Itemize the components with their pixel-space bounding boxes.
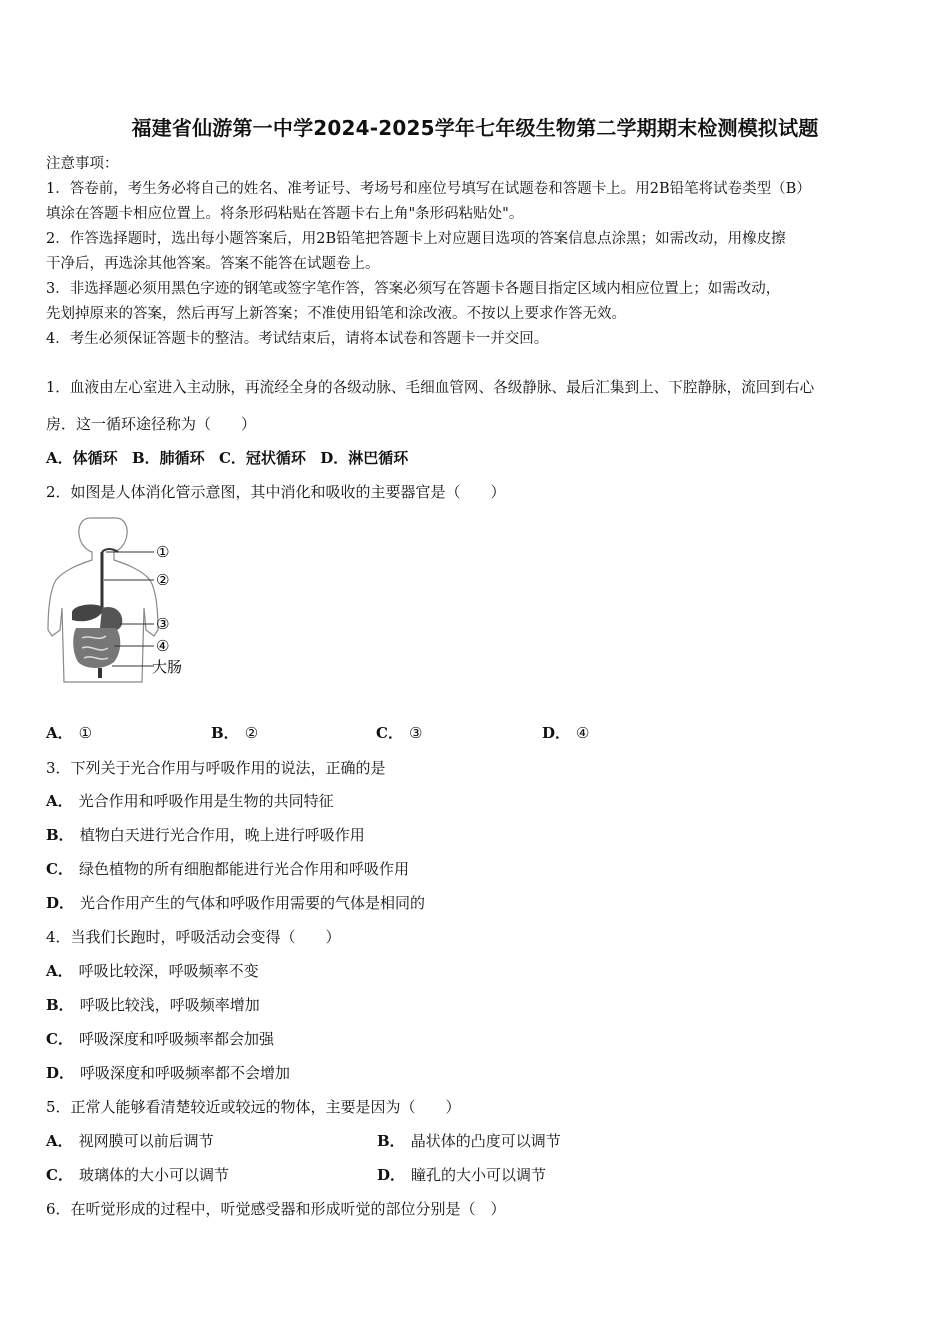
q3-option-b[interactable]: B． 植物白天进行光合作用，晚上进行呼吸作用 (46, 826, 365, 844)
q1-option-d[interactable]: D．淋巴循环 (320, 449, 409, 467)
notice-line: 1．答卷前，考生务必将自己的姓名、准考证号、考场号和座位号填写在试题卷和答题卡上。用2B铅笔将试卷类型（B） (46, 181, 811, 197)
figure-label-3: ③ (156, 615, 170, 633)
q4-stem: 4．当我们长跑时，呼吸活动会变得（ ） (46, 928, 341, 946)
figure-label-4: ④ (156, 637, 170, 655)
q1-option-b[interactable]: B．肺循环 (131, 449, 205, 467)
q4-option-c[interactable]: C． 呼吸深度和呼吸频率都会加强 (46, 1030, 274, 1048)
q1-option-a[interactable]: A．体循环 (46, 449, 118, 467)
q1-stem-line1: 1．血液由左心室进入主动脉，再流经全身的各级动脉、毛细血管网、各级静脉、最后汇集到上、下腔静脉，流回到右心 (46, 379, 815, 396)
intestine (73, 628, 120, 668)
q3-stem: 3．下列关于光合作用与呼吸作用的说法，正确的是 (46, 759, 386, 777)
q5-option-a[interactable]: A． 视网膜可以前后调节 (46, 1132, 214, 1150)
q2-option-c[interactable]: C． ③ (376, 724, 423, 742)
notice-heading: 注意事项： (46, 156, 119, 172)
q1-options (46, 447, 408, 468)
q4-option-b[interactable]: B． 呼吸比较浅，呼吸频率增加 (46, 996, 260, 1014)
q5-option-c[interactable]: C． 玻璃体的大小可以调节 (46, 1166, 229, 1184)
q2-option-a[interactable]: A． ① (46, 724, 93, 742)
q5-option-d[interactable]: D． 瞳孔的大小可以调节 (377, 1166, 547, 1184)
q1-option-c[interactable]: C．冠状循环 (218, 449, 306, 467)
notice-line: 4．考生必须保证答题卡的整洁。考试结束后，请将本试卷和答题卡一并交回。 (46, 331, 549, 347)
q3-option-d[interactable]: D． 光合作用产生的气体和呼吸作用需要的气体是相同的 (46, 894, 426, 912)
notice-line: 3．非选择题必须用黑色字迹的钢笔或签字笔作答，答案必须写在答题卡各题目指定区域内相应位置上；如需改动， (46, 281, 781, 297)
page-title: 福建省仙游第一中学2024-2025学年七年级生物第二学期期末检测模拟试题 (131, 116, 819, 140)
figure-label-1: ① (156, 543, 170, 561)
q2-stem: 2．如图是人体消化管示意图，其中消化和吸收的主要器官是（ ） (46, 483, 506, 501)
q5-option-b[interactable]: B． 晶状体的凸度可以调节 (377, 1132, 561, 1150)
notice-line: 填涂在答题卡相应位置上。将条形码粘贴在答题卡右上角"条形码粘贴处"。 (46, 206, 524, 222)
notice-line: 干净后，再选涂其他答案。答案不能答在试题卷上。 (46, 256, 380, 272)
q6-stem: 6．在听觉形成的过程中，听觉感受器和形成听觉的部位分别是（ ） (46, 1200, 506, 1218)
q1-stem-line2: 房．这一循环途径称为（ ） (46, 415, 257, 433)
notice-line: 2．作答选择题时，选出每小题答案后，用2B铅笔把答题卡上对应题目选项的答案信息点涂黑；如需改动，用橡皮擦 (46, 231, 786, 247)
q3-option-c[interactable]: C． 绿色植物的所有细胞都能进行光合作用和呼吸作用 (46, 860, 409, 878)
q4-option-d[interactable]: D． 呼吸深度和呼吸频率都不会增加 (46, 1064, 291, 1082)
notice-line: 先划掉原来的答案，然后再写上新答案；不准使用铅笔和涂改液。不按以上要求作答无效。 (46, 306, 626, 322)
q5-stem: 5．正常人能够看清楚较近或较远的物体，主要是因为（ ） (46, 1098, 461, 1116)
liver (72, 605, 104, 622)
q3-option-a[interactable]: A． 光合作用和呼吸作用是生物的共同特征 (46, 792, 334, 810)
figure-label-large-intestine: 大肠 (152, 658, 183, 676)
digestive-tract-figure (42, 512, 202, 687)
q2-option-b[interactable]: B． ② (211, 724, 259, 742)
q4-option-a[interactable]: A． 呼吸比较深，呼吸频率不变 (46, 962, 259, 980)
q2-option-d[interactable]: D． ④ (542, 724, 590, 742)
stomach (100, 607, 122, 632)
figure-label-2: ② (156, 571, 170, 589)
